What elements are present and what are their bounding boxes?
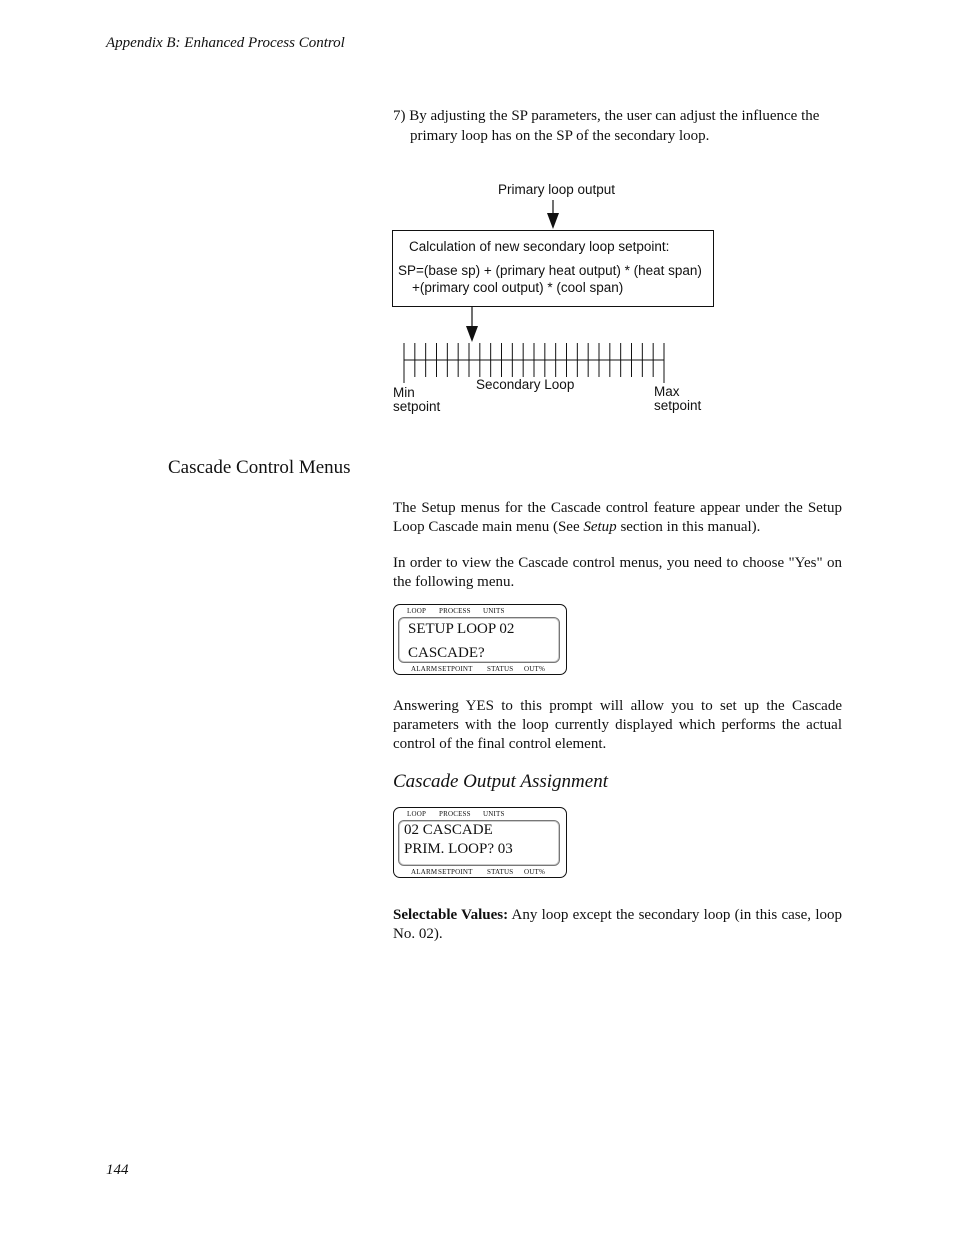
lcd-label-setpoint: SETPOINT [438, 665, 473, 673]
lcd-label-out: OUT% [524, 665, 546, 673]
running-head: Appendix B: Enhanced Process Control [106, 35, 345, 51]
lcd-label-out: OUT% [524, 868, 546, 876]
lcd-display-setup-cascade [393, 604, 567, 675]
subsection-title: Cascade Output Assignment [393, 771, 608, 792]
calculation-title: Calculation of new secondary loop setpoint: [409, 239, 670, 254]
primary-loop-output-label: Primary loop output [498, 182, 616, 197]
secondary-loop-label: Secondary Loop [476, 377, 575, 392]
formula-line-1: SP=(base sp) + (primary heat output) * (heat span) [398, 263, 702, 278]
view-menus-paragraph: In order to view the Cascade control menus, you need to choose "Yes" on the following menu. [393, 555, 842, 590]
lcd-line-2: PRIM. LOOP? 03 [404, 841, 513, 857]
lcd-label-process: PROCESS [439, 810, 471, 818]
lcd-label-units: UNITS [483, 607, 505, 615]
lcd-label-alarm: ALARM [411, 868, 438, 876]
lcd-display-prim-loop [393, 807, 567, 878]
lcd-label-status: STATUS [487, 665, 514, 673]
input-arrow-head [547, 213, 559, 229]
lcd-line-1: 02 CASCADE [404, 822, 493, 838]
intro-paragraph: The Setup menus for the Cascade control feature appear under the Setup Loop Cascade main menu (See Setup section in this manual). [393, 500, 842, 535]
lcd-label-alarm: ALARM [411, 665, 438, 673]
step-7-text: 7) By adjusting the SP parameters, the user can adjust the influence the primary loop has on the SP of the secondary loop. [393, 108, 820, 144]
max-setpoint-label: Max setpoint [654, 384, 702, 413]
selectable-values-paragraph: Selectable Values: Any loop except the secondary loop (in this case, loop No. 02). [393, 907, 842, 942]
page-number: 144 [106, 1162, 129, 1178]
lcd-label-process: PROCESS [439, 607, 471, 615]
lcd-label-setpoint: SETPOINT [438, 868, 473, 876]
formula-line-2: +(primary cool output) * (cool span) [412, 280, 624, 295]
answering-yes-paragraph: Answering YES to this prompt will allow you to set up the Cascade parameters with the loop currently displayed which performs the actual control of the final control element. [393, 698, 842, 752]
lcd-label-units: UNITS [483, 810, 505, 818]
setpoint-diagram [0, 0, 954, 430]
lcd-label-status: STATUS [487, 868, 514, 876]
lcd-label-loop: LOOP [407, 607, 427, 615]
lcd-line-2: CASCADE? [408, 645, 485, 661]
lcd-label-loop: LOOP [407, 810, 427, 818]
section-title: Cascade Control Menus [168, 457, 351, 478]
lcd-line-1: SETUP LOOP 02 [408, 621, 515, 637]
min-setpoint-label: Min setpoint [393, 385, 441, 414]
output-arrow-head [466, 326, 478, 342]
